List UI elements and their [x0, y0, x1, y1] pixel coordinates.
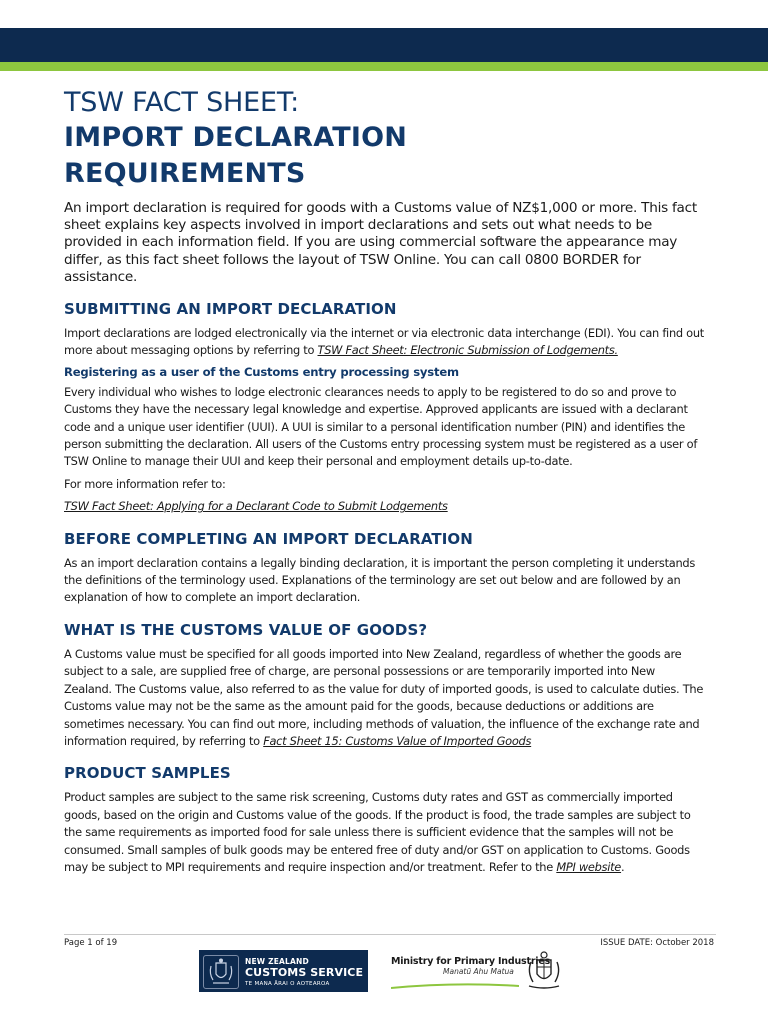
before-completing-paragraph: As an import declaration contains a legally binding declaration, it is important the person completing it understands the definitions of the terminology used. Explanations of the terminology are set out below and are followed by an explanation of how to complete an import declaration.: [64, 555, 696, 605]
mpi-website-link[interactable]: MPI website: [556, 859, 622, 874]
customs-service-logo: [199, 950, 368, 992]
product-samples-end: .: [621, 859, 625, 874]
customs-value-text: A Customs value must be specified for all goods imported into New Zealand, regardless of whether the goods are subject to a sale, are supplied free of charge, are personal possessions or are temporarily imported into New Zealand. The Customs value, also referred to as the value for duty of imported goods, is used to calculate duties. The Customs value may not be the same as the amount paid for the goods, because deductions or additions are sometimes necessary. You can find out more, including methods of valuation, the influence of the exchange rate and information required, by referring to: [64, 646, 704, 748]
mpi-logo-line1: Ministry for Primary Industries: [391, 956, 551, 967]
product-samples-paragraph: [64, 789, 704, 876]
customs-logo-line3: TE MANA ĀRAI O AOTEAROA: [245, 981, 330, 987]
top-accent-stripe: [0, 62, 768, 71]
customs-value-link[interactable]: Fact Sheet 15: Customs Value of Imported Goods: [263, 733, 532, 748]
page-number: Page 1 of 19: [64, 938, 118, 948]
section-heading-customs-value: WHAT IS THE CUSTOMS VALUE OF GOODS?: [64, 620, 428, 639]
document-body: [64, 86, 704, 881]
mpi-logo-line2: Manatū Ahu Matua: [443, 967, 514, 976]
footer-divider: [64, 934, 716, 935]
customs-logo-line1: NEW ZEALAND: [245, 957, 309, 966]
title-prefix: TSW FACT SHEET:: [64, 87, 300, 118]
section-heading-product-samples: PRODUCT SAMPLES: [64, 764, 231, 783]
customs-logo-line2: CUSTOMS SERVICE: [245, 966, 364, 979]
mpi-swoosh-icon: [391, 982, 519, 990]
declarant-code-paragraph: [64, 498, 704, 515]
submitting-text: Import declarations are lodged electronically via the internet or via electronic data interchange (EDI). You can find out more about messaging options by referring to: [64, 326, 704, 358]
subheading-registering: Registering as a user of the Customs entry processing system: [64, 364, 459, 379]
more-info-text: For more information refer to:: [64, 476, 226, 491]
customs-value-paragraph: [64, 646, 704, 750]
electronic-submission-link[interactable]: TSW Fact Sheet: Electronic Submission of Lodgements.: [317, 343, 618, 358]
section-heading-before-completing: BEFORE COMPLETING AN IMPORT DECLARATION: [64, 529, 473, 548]
declarant-code-link[interactable]: TSW Fact Sheet: Applying for a Declarant Code to Submit Lodgements: [64, 499, 448, 514]
top-banner: [0, 28, 768, 62]
title-main-line1: IMPORT DECLARATION: [64, 122, 408, 153]
title-main-line2: REQUIREMENTS: [64, 158, 306, 189]
submitting-paragraph: [64, 325, 704, 360]
nz-coat-of-arms-icon: [523, 950, 565, 992]
section-heading-submitting: SUBMITTING AN IMPORT DECLARATION: [64, 300, 397, 319]
coat-of-arms-icon: [203, 955, 239, 989]
issue-date: ISSUE DATE: October 2018: [600, 938, 714, 948]
product-samples-text: Product samples are subject to the same risk screening, Customs duty rates and GST as commercially imported goods, based on the origin and Customs value of the goods. If the product is food, the trade samples are subject to the same requirements as imported food for sale unless there is sufficient evidence that the samples will not be consumed. Small samples of bulk goods may be entered free of duty and/or GST on application to Customs. Goods may be subject to MPI requirements and require inspection and/or treatment. Refer to the: [64, 790, 691, 874]
mpi-logo: [391, 956, 551, 990]
registering-paragraph: Every individual who wishes to lodge electronic clearances needs to apply to be registered to do so and prove to Customs they have the necessary legal knowledge and expertise. Approved applicants are issued with a declarant code and a unique user identifier (UUI). A UUI is similar to a personal identification number (PIN) and identifies the person submitting the declaration. All users of the Customs entry processing system must be registered as a user of TSW Online to manage their UUI and keep their personal and employment details up-to-date.: [64, 384, 698, 469]
intro-paragraph: An import declaration is required for goods with a Customs value of NZ$1,000 or more. This fact sheet explains key aspects involved in import declarations and sets out what needs to be provided in each information field. If you are using commercial software the appearance may differ, as this fact sheet follows the layout of TSW Online. You can call 0800 BORDER for assistance.: [64, 200, 697, 285]
